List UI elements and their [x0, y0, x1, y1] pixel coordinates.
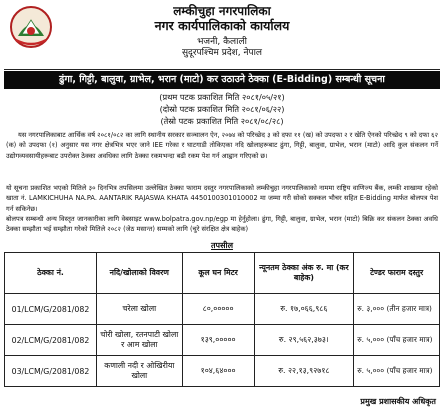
province-name: सुदूरपश्चिम प्रदेश, नेपाल — [181, 48, 263, 58]
header-contract-no: ठेक्का नं. — [5, 253, 97, 294]
first-publication-date: (प्रथम पटक प्रकाशित मिति २०८१/०५/२१) — [159, 92, 285, 102]
tender-fee: रु. ५,००० (पाँच हजार मात्र) — [354, 325, 440, 356]
third-publication-date: (तेस्रो पटक प्रकाशित मिति २०८१/०८/२८) — [160, 116, 284, 126]
office-location: भजनी, कैलाली — [197, 37, 247, 47]
tender-fee: रु. ३,००० (तीन हजार मात्र) — [354, 294, 440, 325]
cubic-meter: ८०,००००० — [182, 294, 254, 325]
signatory-title: प्रमुख प्रशासकीय अधिकृत — [360, 397, 436, 406]
cubic-meter: १०४,६४००० — [182, 356, 254, 387]
contract-no: 02/LCM/G/2081/082 — [5, 325, 97, 356]
header-total-cubic-meter: कूल घन मिटर — [182, 253, 254, 294]
notice-paragraph-1: यस नगरपालिकाबाट आर्थिक वर्ष २०८१/०८२ का लागि स्थानीय सरकार सञ्चालन ऐन, २०७४ को परिच्छेद ३ को दफा ११ (ख) को उपदफा २ र खेति ऐनको परिच्छेद ९ को दफा ६२ (क) को उपदफा (१) अनुसार यस नगर क्षेत्रभित्र भएर जाने IEE गरेका र घाटगाडी तोकिएका नदि खोलाहरूबाट ढुंगा, गिट्टी, बालुवा, ग्राभेल, भरान (माटो) आदि कुल संकलन गर्ने उद्योगव्यवसायीहरूबाट उपरोक्त ठेक्का अवधिका लागि ठेक्का रकमभन्दा बढी रकम पेश गर्न आह्वान गरिएको छ। — [6, 131, 439, 160]
header-tender-fee: टेण्डर फाराम दस्तुर — [354, 253, 440, 294]
minimum-amount: रु. १७,०६६,९८६ — [254, 294, 354, 325]
contract-no: 01/LCM/G/2081/082 — [5, 294, 97, 325]
second-publication-date: (दोस्रो पटक प्रकाशित मिति २०८१/०६/२२) — [159, 104, 285, 114]
minimum-amount: रु. २२,१३,९२७१८ — [254, 356, 354, 387]
minimum-amount: रु. २९,५६२,३७३। — [254, 325, 354, 356]
header-minimum-amount: न्यूनतम ठेक्का अंक रु. मा (कर बाहेक) — [254, 253, 354, 294]
table-row — [5, 325, 440, 356]
cubic-meter: १३९,००००० — [182, 325, 254, 356]
notice-title-banner: ढुंगा, गिट्टी, बालुवा, ग्राभेल, भरान (माटो) कर उठाउने ठेक्का (E-Bidding) सम्बन्धी सूचना — [4, 71, 440, 89]
municipality-name: लम्कीचुहा नगरपालिका — [173, 4, 271, 18]
table-header-row — [5, 253, 440, 294]
tender-schedule-table — [4, 252, 440, 387]
river-details: चरेला खोला — [96, 294, 182, 325]
table-row — [5, 356, 440, 387]
office-name: नगर कार्यपालिकाको कार्यालय — [154, 18, 290, 33]
notice-paragraph-2: यो सूचना प्रकाशित भएको मितिले ३० दिनभित्र तपसिलमा उल्लेखित ठेक्का फाराम दस्तुर नगरपालिकाको लम्कीचुहा नगरपालिकाको नाममा राष्ट्रिय वाणिज्य बैंक, लम्की शाखामा रहेको खाता नं. LAMKICHUHA NA.PA. AANTARIK RAJASWA KHATA 4450100301010002 मा जम्मा गरी सोको सक्कल भौचर सहित E-Bidding मार्फत बोलपत्र पेश गर्न सकिनेछ। — [6, 184, 438, 213]
table-caption: तपसील — [210, 241, 233, 250]
table-row — [5, 294, 440, 325]
river-details: कणाली नदी र ओखिरीया खोला — [96, 356, 182, 387]
header-river-details: नदि/खोलाको विवरण — [96, 253, 182, 294]
river-details: चोरी खोला, रतनपाटी खोला र आम खोला — [96, 325, 182, 356]
contract-no: 03/LCM/G/2081/082 — [5, 356, 97, 387]
header-divider — [4, 69, 440, 70]
notice-paragraph-3: बोलपत्र सम्बन्धी अन्य विस्तृत जानकारीका लागि वेबसाइट www.bolpatra.gov.np/egp मा हेर्नुहोला। ढुंगा, गिट्टी, बालुवा, ग्राभेल, भरान (माटो) बिक्रि कर संकलन ठेक्का अवधि ठेक्का सम्झौता भई सम्झौता गरेको मितिले २०८२ (जेठ मसान्त) सम्मको लागि (चुरे संरक्षित क्षेत्र बाहेक) — [6, 215, 438, 234]
tender-fee: रु. ५,००० (पाँच हजार मात्र) — [354, 356, 440, 387]
